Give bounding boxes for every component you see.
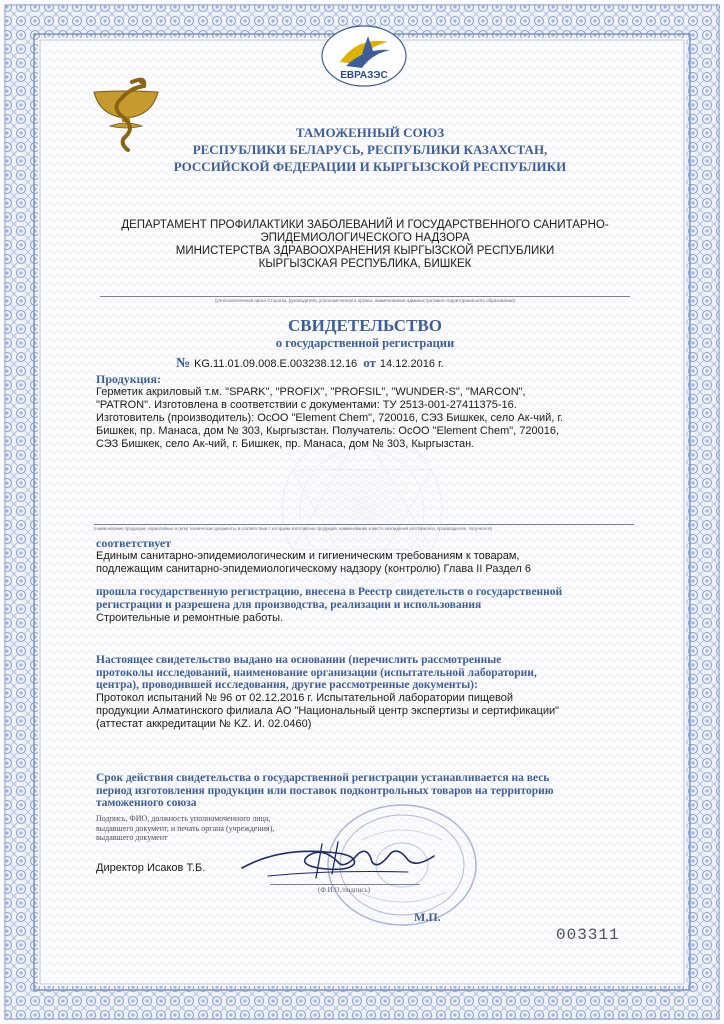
department-underline xyxy=(100,296,630,297)
registration-line: регистрации и разрешена для производства, реализации и использования xyxy=(96,599,482,611)
basis-heading-line: Настоящее свидетельство выдано на основании (перечислить рассмотренные xyxy=(96,654,502,666)
validity-line: таможенного союза xyxy=(96,797,197,809)
basis-line: продукции Алматинского филиала АО "Национальный центр экспертизы и сертификации" xyxy=(96,705,560,717)
basis-heading xyxy=(96,654,636,692)
eurasec-logo-text: ЕВРАЗЭС xyxy=(340,70,388,81)
department-line: ЭПИДЕМИОЛОГИЧЕСКОГО НАДЗОРА xyxy=(260,232,470,244)
number-value: KG.11.01.09.008.E.003238.12.16 xyxy=(194,358,358,370)
product-label: Продукция: xyxy=(96,372,161,386)
certificate-subtitle: о государственной регистрации xyxy=(275,336,455,350)
eurasec-logo xyxy=(318,24,410,94)
usage-text: Строительные и ремонтные работы. xyxy=(96,612,284,624)
header-line: РОССИЙСКОЙ ФЕДЕРАЦИИ И КЫРГЫЗСКОЙ РЕСПУБЛИКИ xyxy=(173,159,567,174)
department-line: МИНИСТЕРСТВА ЗДРАВООХРАНЕНИЯ КЫРГЫЗСКОЙ РЕСПУБЛИКИ xyxy=(175,245,555,257)
registration-line: прошла государственную регистрацию, внесена в Реестр свидетельств о государственной xyxy=(96,586,563,598)
compliance-text xyxy=(96,550,636,576)
product-line: Герметик акриловый т.м. "SPARK", "PROFIX", "PROFSIL", "WUNDER-S", "MARCON", xyxy=(96,386,526,398)
signature-caption-line: Подпись, ФИО, должность уполномоченного лица, xyxy=(96,814,271,823)
compliance-label: соответствует xyxy=(96,536,172,550)
department-line: КЫРГЫЗСКАЯ РЕСПУБЛИКА, БИШКЕК xyxy=(258,258,472,270)
product-line: СЭЗ Бишкек, село Ак-чий, г. Бишкек, пр. Манаса, дом № 303, Кыргызстан. xyxy=(96,438,475,450)
basis-text xyxy=(96,692,636,731)
fio-underline xyxy=(270,884,420,885)
fio-caption: (Ф.И.О./подпись) xyxy=(318,886,370,894)
header-line: ТАМОЖЕННЫЙ СОЮЗ xyxy=(295,125,445,140)
product-description xyxy=(96,386,636,451)
basis-heading-line: центра), проводившей исследования, другие рассмотренные документы): xyxy=(96,679,478,691)
director-name: Директор Исаков Т.Б. xyxy=(96,862,206,874)
product-caption: (наименование продукции, нормативные и (или) технические документы, в соответствии с которыми изготовлена продукция, наименование и место нахождения изготовителя, производителя, получателя) xyxy=(94,526,493,531)
eurasec-logo-icon xyxy=(318,24,410,94)
number-date: 14.12.2016 г. xyxy=(379,358,444,370)
certificate-number-row xyxy=(176,354,556,372)
signature-caption-line: выдавшего документ xyxy=(96,833,168,842)
department-caption: (уполномоченный орган Стороны, руководитель уполномоченного органа, наименование административно-территориального образования) xyxy=(214,298,516,303)
validity-line: период изготовления продукции или поставок подконтрольных товаров на территорию xyxy=(96,784,554,797)
signature-caption-line: выдавшего документ, и печать органа (учреждения), xyxy=(96,823,275,833)
basis-line: Протокол испытаний № 96 от 02.12.2016 г. Испытательной лаборатории пищевой xyxy=(96,692,514,704)
product-line: Изготовитель (производитель): ОсОО "Element Chem", 720016, СЭЗ Бишкек, село Ак-чий, г. xyxy=(96,412,564,424)
number-from-label: от xyxy=(363,355,376,370)
certificate-title: СВИДЕТЕЛЬСТВО xyxy=(288,316,442,335)
basis-line: (аттестат аккредитации № KZ. И. 02.0460) xyxy=(96,718,312,730)
number-label: № xyxy=(176,356,191,371)
product-line: Бишкек, пр. Манаса, дом № 303, Кыргызстан. Получатель: ОсОО "Element Chem", 720016, xyxy=(96,425,560,437)
product-underline xyxy=(94,524,634,525)
product-line: "PATRON". Изготовлена в соответствии с документами: ТУ 2513-001-27411375-16. xyxy=(96,399,517,411)
header-line: РЕСПУБЛИКИ БЕЛАРУСЬ, РЕСПУБЛИКИ КАЗАХСТАН, xyxy=(192,142,548,157)
validity-line: Срок действия свидетельства о государственной регистрации устанавливается на весь xyxy=(96,772,550,784)
stamp-mark: М.П. xyxy=(414,910,441,924)
registration-text xyxy=(96,586,644,612)
serial-number: 003311 xyxy=(556,926,620,944)
basis-heading-line: протоколы исследований, наименование организации (испытательной лаборатории, xyxy=(96,666,537,679)
compliance-line: подлежащим санитарно-эпидемиологическому надзору (контролю) Глава II Раздел 6 xyxy=(96,563,531,575)
department-line: ДЕПАРТАМЕНТ ПРОФИЛАКТИКИ ЗАБОЛЕВАНИЙ И ГОСУДАРСТВЕННОГО САНИТАРНО- xyxy=(121,219,609,231)
customs-union-header xyxy=(110,124,630,175)
department-block xyxy=(92,219,638,271)
compliance-line: Единым санитарно-эпидемиологическим и гигиеническим требованиям к товарам, xyxy=(96,550,520,562)
